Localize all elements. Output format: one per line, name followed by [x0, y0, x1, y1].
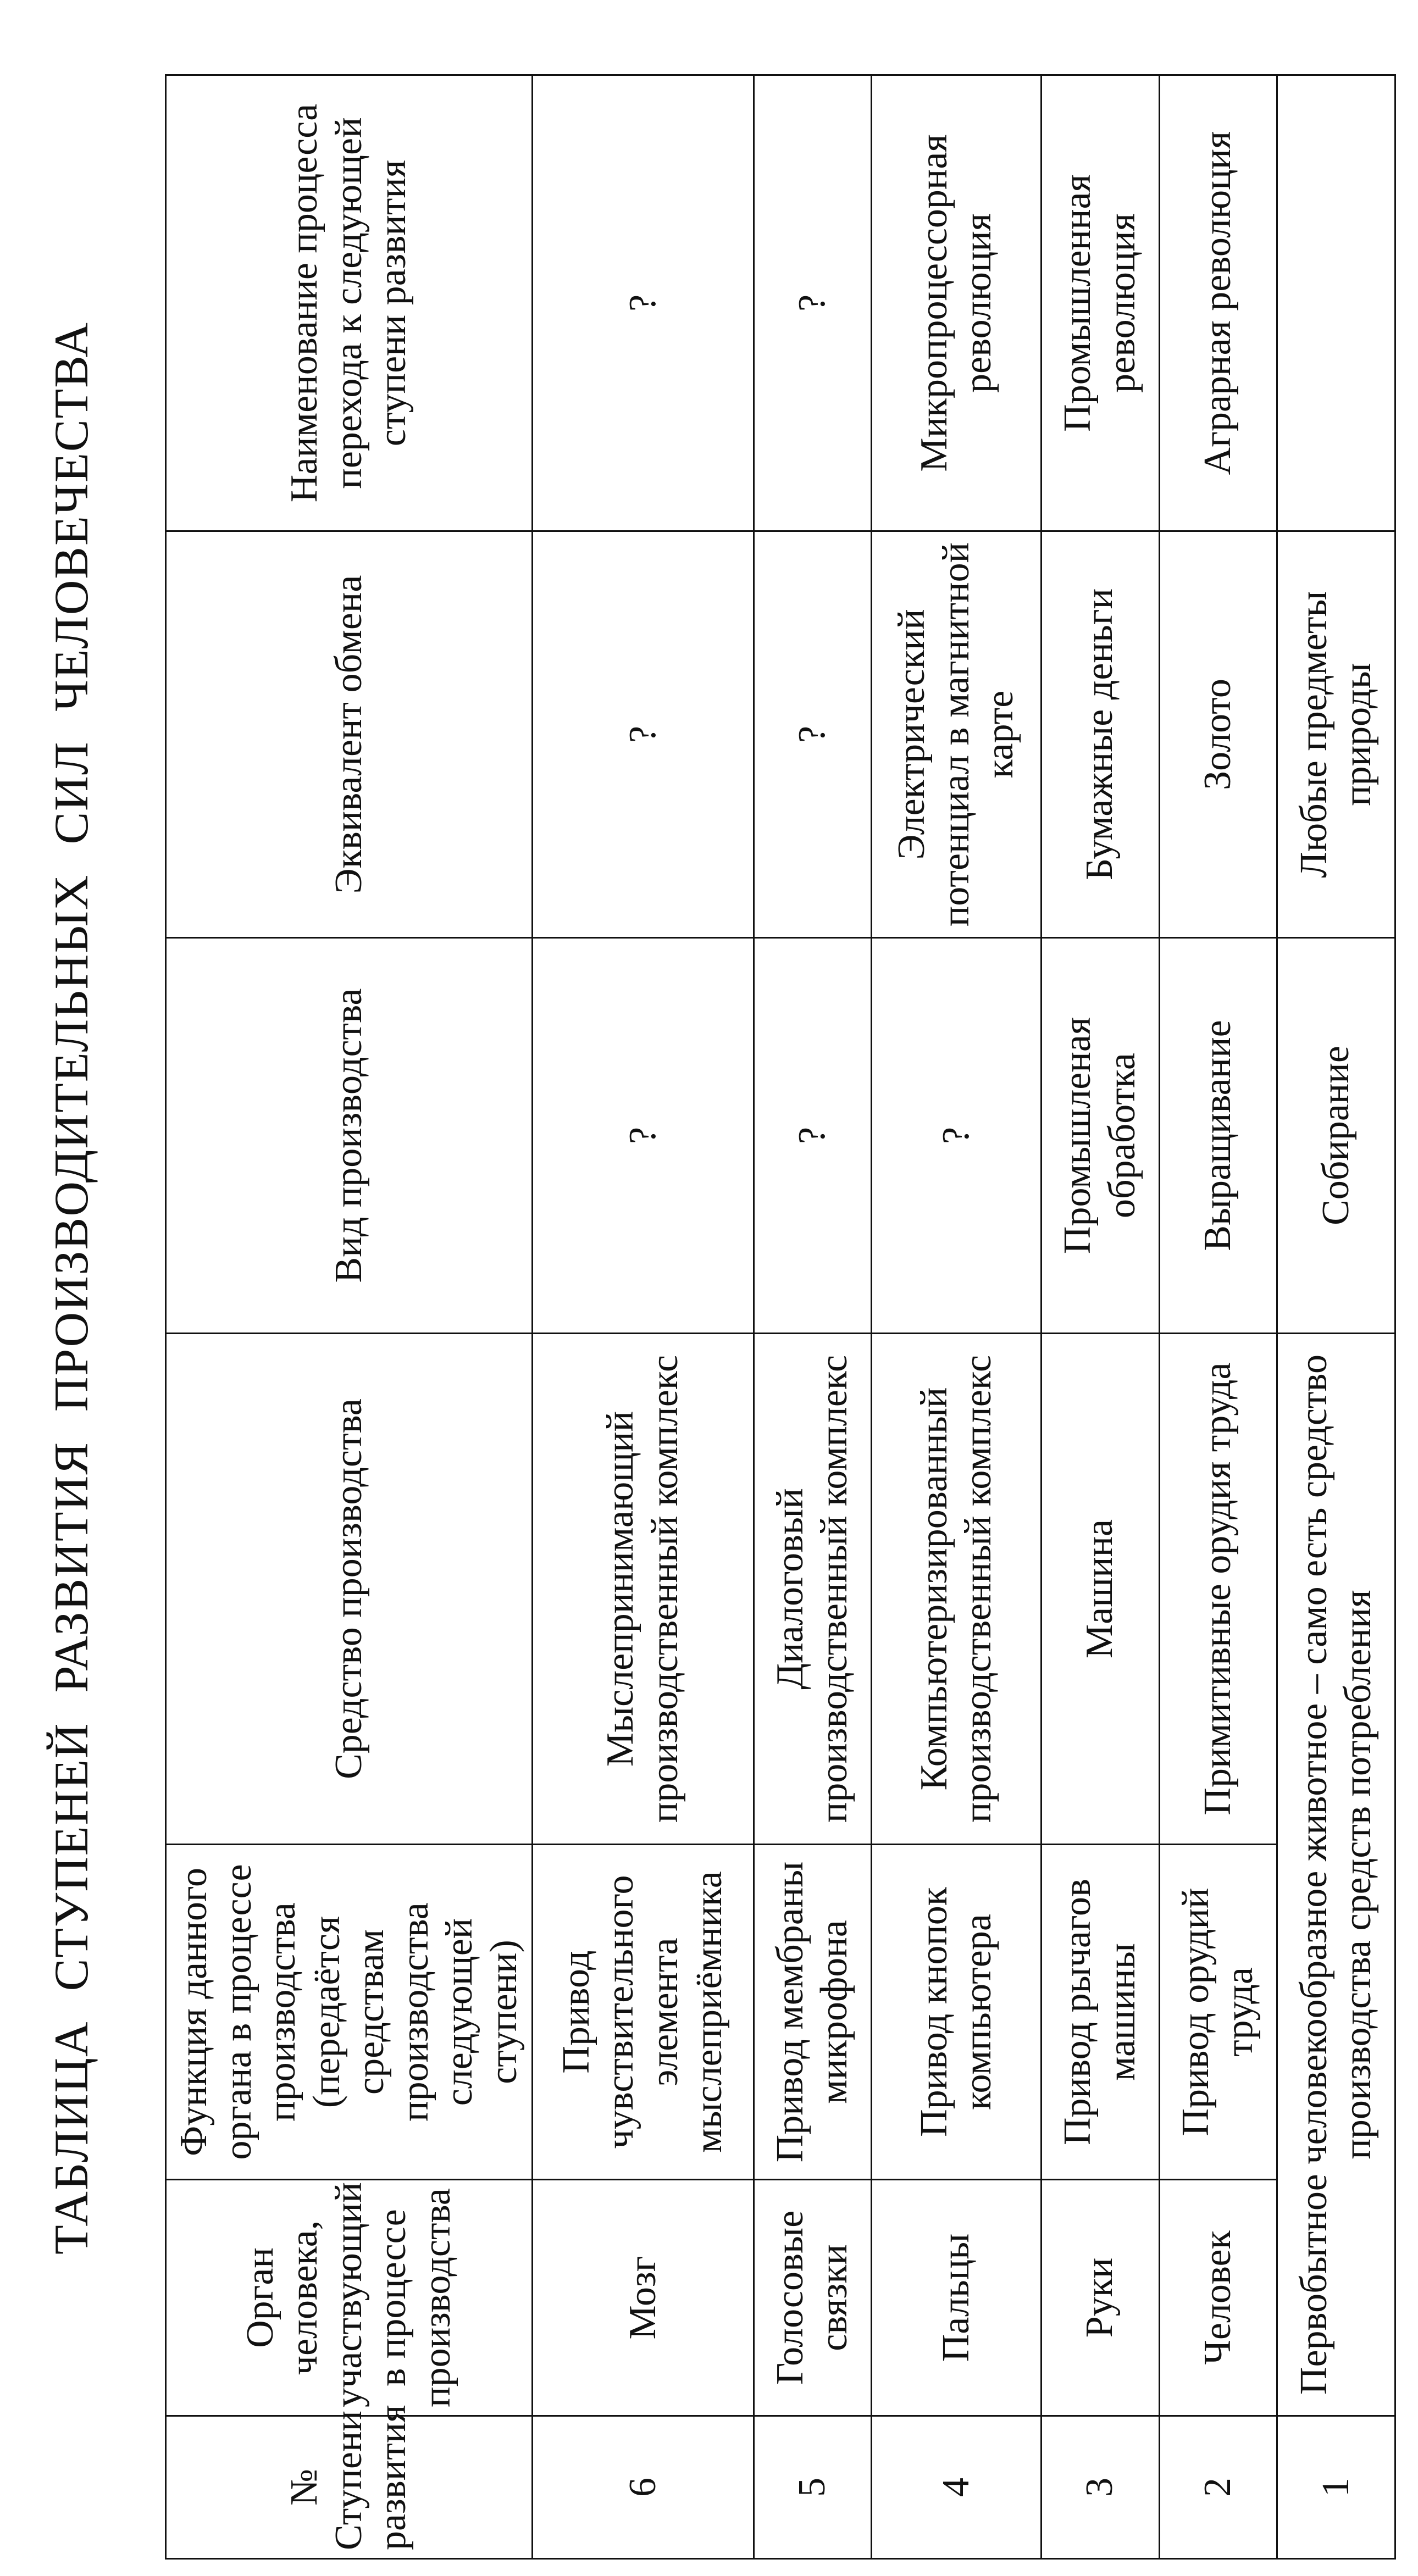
header-means: Средство производства [166, 1334, 533, 1845]
header-stage-no: № Ступени развития [166, 2416, 533, 2559]
cell-kind: ? [872, 938, 1042, 1334]
cell-process: Промышленная революция [1041, 75, 1159, 531]
cell-means: Компьютеризированный производственный комплекс [872, 1334, 1042, 1845]
cell-kind: ? [754, 938, 872, 1334]
header-equivalent: Эквивалент обмена [166, 531, 533, 938]
page-title: ТАБЛИЦА СТУПЕНЕЙ РАЗВИТИЯ ПРОИЗВОДИТЕЛЬНЫХ СИЛ ЧЕЛОВЕЧЕСТВА [45, 321, 98, 2255]
cell-process [1277, 75, 1395, 531]
cell-equivalent: ? [533, 531, 754, 938]
cell-process: ? [754, 75, 872, 531]
table-row [754, 75, 872, 2559]
cell-function: Привод рычагов машины [1041, 1845, 1159, 2180]
cell-equivalent: Бумажные деньги [1041, 531, 1159, 938]
cell-function: Привод орудий труда [1159, 1845, 1277, 2180]
cell-kind: Промышленая обработка [1041, 938, 1159, 1334]
cell-kind: Выращивание [1159, 938, 1277, 1334]
cell-kind: ? [533, 938, 754, 1334]
cell-function: Привод кнопок компьютера [872, 1845, 1042, 2180]
table-row [533, 75, 754, 2559]
cell-equivalent: ? [754, 531, 872, 938]
cell-function: Привод чувствительного элемента мыслеприёмника [533, 1845, 754, 2180]
cell-process: ? [533, 75, 754, 531]
cell-process: Аграрная революция [1159, 75, 1277, 531]
cell-organ: Человек [1159, 2180, 1277, 2416]
cell-equivalent: Любые предметы природы [1277, 531, 1395, 938]
cell-means: Машина [1041, 1334, 1159, 1845]
cell-means: Примитивные орудия труда [1159, 1334, 1277, 1845]
cell-stage-no: 4 [872, 2416, 1042, 2559]
cell-organ: Мозг [533, 2180, 754, 2416]
cell-stage-no: 2 [1159, 2416, 1277, 2559]
header-process: Наименование процесса перехода к следующей ступени развития [166, 75, 533, 531]
table-row [1159, 75, 1277, 2559]
header-function: Функция данного органа в процессе производства (передаётся средствам производства следующей ступени) [166, 1845, 533, 2180]
development-stages-table [165, 74, 1396, 2560]
cell-means: Мыслепринимающий производственный комплекс [533, 1334, 754, 1845]
table-row [1041, 75, 1159, 2559]
cell-equivalent: Электрический потенциал в магнитной карте [872, 531, 1042, 938]
cell-merged-description: Первобытное человекообразное животное – само есть средство производства средств потребления [1277, 1334, 1395, 2416]
cell-process: Микропроцессорная революция [872, 75, 1042, 531]
header-kind: Вид производства [166, 938, 533, 1334]
header-organ: Орган человека, участвующий в процессе производства [166, 2180, 533, 2416]
cell-organ: Пальцы [872, 2180, 1042, 2416]
cell-stage-no: 6 [533, 2416, 754, 2559]
cell-kind: Собирание [1277, 938, 1395, 1334]
cell-stage-no: 5 [754, 2416, 872, 2559]
cell-equivalent: Золото [1159, 531, 1277, 938]
cell-means: Диалоговый производственный комплекс [754, 1334, 872, 1845]
cell-organ: Руки [1041, 2180, 1159, 2416]
cell-function: Привод мембраны микрофона [754, 1845, 872, 2180]
table-row [1277, 75, 1395, 2559]
cell-stage-no: 1 [1277, 2416, 1395, 2559]
cell-stage-no: 3 [1041, 2416, 1159, 2559]
table-row [872, 75, 1042, 2559]
cell-organ: Голосовые связки [754, 2180, 872, 2416]
table-header-row [166, 75, 533, 2559]
